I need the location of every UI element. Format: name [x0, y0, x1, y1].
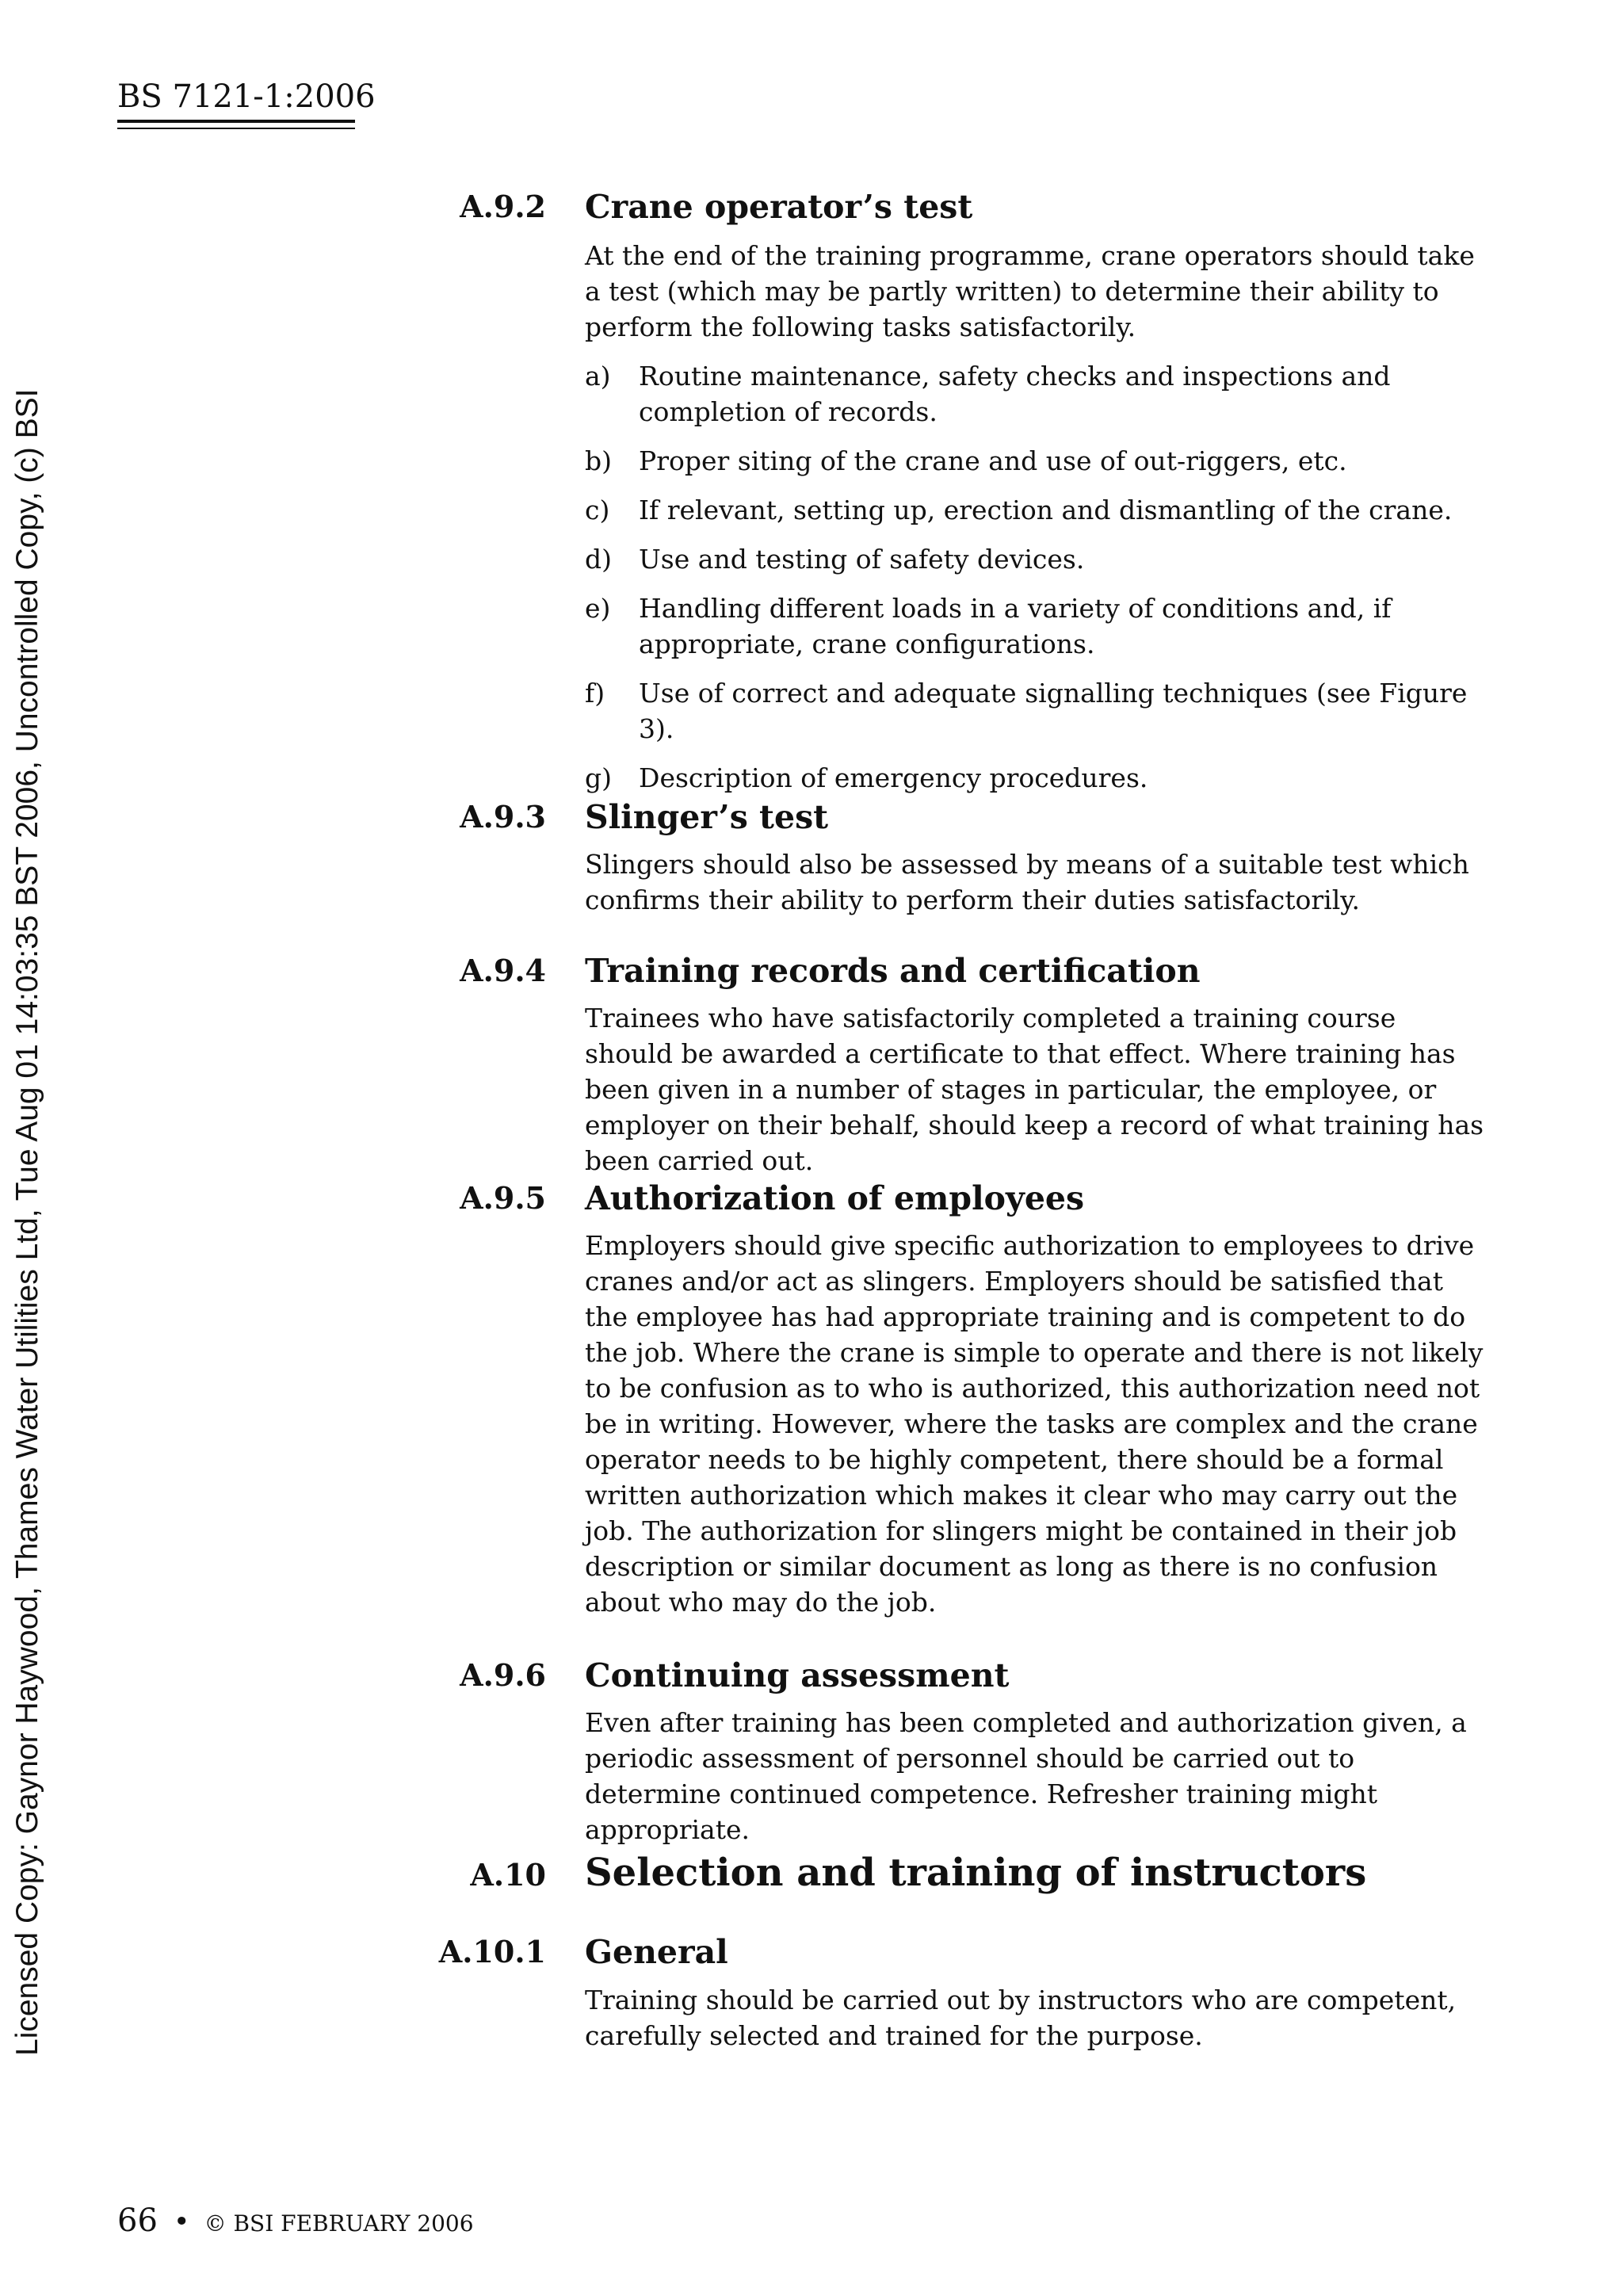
section-title: Crane operator’s test [585, 188, 973, 226]
section-number: A.9.3 [460, 799, 546, 835]
section-title: Slinger’s test [585, 798, 829, 836]
section-body: Training should be carried out by instructors who are competent, carefully selected and trained for the purpose. [585, 1985, 1457, 2051]
document-standard-number: BS 7121-1:2006 [117, 78, 376, 115]
section-number: A.9.5 [460, 1180, 546, 1216]
section-title: Continuing assessment [585, 1656, 1010, 1694]
list-item-text: Routine maintenance, safety checks and inspections and completion of records. [639, 361, 1391, 427]
footer-bullet: • [173, 2206, 190, 2238]
list-item-text: Handling different loads in a variety of conditions and, if appropriate, crane configurations. [639, 593, 1392, 659]
section-number: A.9.4 [460, 953, 546, 988]
section-body: At the end of the training programme, crane operators should take a test (which may be partly written) to determine their ability to perform the following tasks satisfactorily. [585, 240, 1475, 342]
list-item-label: f) [585, 678, 605, 709]
list-item-label: g) [585, 762, 612, 793]
section-title: Authorization of employees [585, 1179, 1085, 1217]
list-item-text: Proper siting of the crane and use of out-riggers, etc. [639, 445, 1347, 476]
list-item-label: d) [585, 544, 612, 575]
list-item-text: Description of emergency procedures. [639, 762, 1148, 793]
section-body: Trainees who have satisfactorily completed a training course should be awarded a certificate to that effect. Where training has been given in a number of stages in particular, the employee, or employer on their behalf, should keep a record of what training has been carried out. [585, 1003, 1484, 1176]
section-title: General [585, 1933, 728, 1971]
list-item-text: If relevant, setting up, erection and dismantling of the crane. [639, 495, 1453, 525]
list-item-label: b) [585, 445, 612, 476]
section-body: Employers should give specific authorization to employees to drive cranes and/or act as slingers. Employers should be satisfied that the employee has had appropriate training and is competent to do the job. Where the crane is simple to operate and there is not likely to be confusion as to who is authorized, this authorization need not be in writing. However, where the tasks are complex and the crane operator needs to be highly competent, there should be a formal written authorization which makes it clear who may carry out the job. The authorization for slingers might be contained in their job description or similar document as long as there is no confusion about who may do the job. [585, 1230, 1484, 1618]
section-number: A.10.1 [438, 1934, 546, 1969]
section-title: Training records and certification [585, 952, 1201, 990]
page-number: 66 [117, 2202, 158, 2239]
section-body: Slingers should also be assessed by means of a suitable test which confirms their ability to perform their duties satisfactorily. [585, 849, 1469, 915]
page-footer [117, 2203, 474, 2241]
section-title: Selection and training of instructors [585, 1851, 1367, 1895]
list-item-label: c) [585, 495, 610, 525]
list-item-label: e) [585, 593, 611, 624]
header-rule-thick [117, 120, 355, 123]
list-item-text: Use of correct and adequate signalling techniques (see Figure 3). [639, 678, 1468, 744]
list-item-label: a) [585, 361, 611, 392]
list-item-text: Use and testing of safety devices. [639, 544, 1085, 575]
list-item [585, 492, 1496, 528]
list-item [585, 443, 1496, 479]
list-item [585, 760, 1496, 796]
section-number: A.9.6 [460, 1657, 546, 1693]
task-list [585, 358, 1496, 809]
section-number: A.9.2 [460, 189, 546, 224]
license-watermark: Licensed Copy: Gaynor Haywood, Thames Water Utilities Ltd, Tue Aug 01 14:03:35 BST 2006, Uncontrolled Copy, (c) BSI [10, 388, 44, 2056]
list-item [585, 358, 1496, 430]
list-item [585, 675, 1496, 747]
section-number: A.10 [470, 1857, 546, 1893]
list-item [585, 590, 1496, 662]
copyright-notice: © BSI FEBRUARY 2006 [204, 2210, 474, 2237]
section-body: Even after training has been completed and authorization given, a periodic assessment of personnel should be carried out to determine continued competence. Refresher training might appropriate. [585, 1707, 1467, 1845]
header-rule-thin [117, 128, 355, 129]
list-item [585, 541, 1496, 577]
